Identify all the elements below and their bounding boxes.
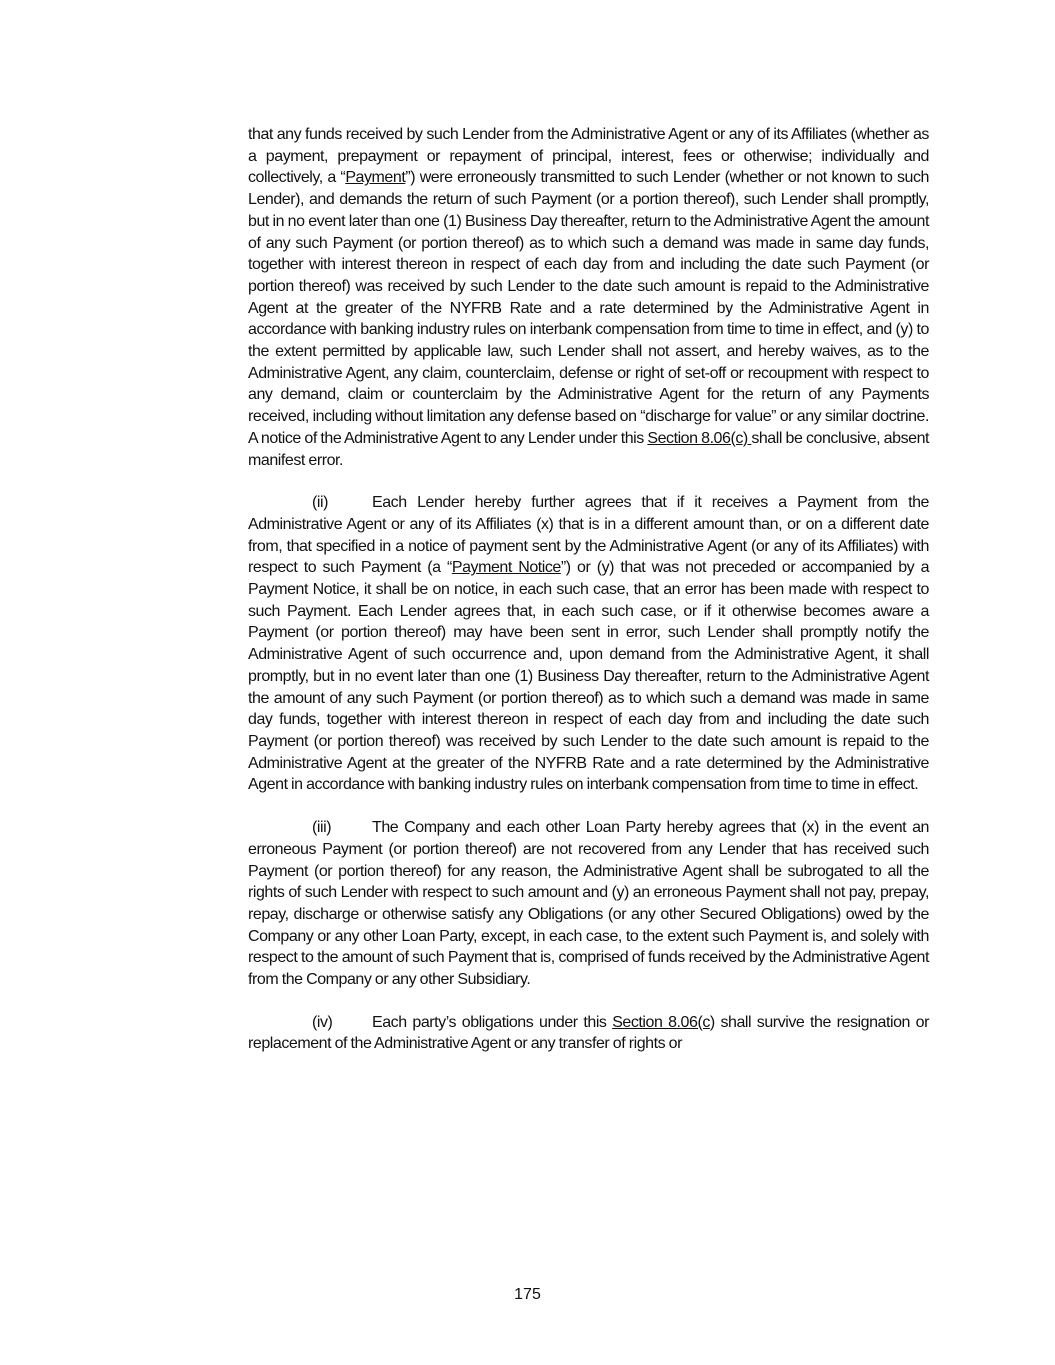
text-run: Each Lender hereby further agrees that if it receives a Payment from the Administrative Agent or any of its Affiliates (x) that is in a different amount than, or on a different date from, that specified in a notice of payment sent by the Administrative Agent (or any of its Affiliates) with respect to such Payment (a “	[248, 494, 929, 577]
paragraph-iii	[248, 817, 929, 991]
text-run: The Company and each other Loan Party hereby agrees that (x) in the event an erroneous Payment (or portion thereof) are not recovered from any Lender that has received such Payment (or portion thereof) for any reason, the Administrative Agent shall be subrogated to all the rights of such Lender with respect to such amount and (y) an erroneous Payment shall not pay, prepay, repay, discharge or otherwise satisfy any Obligations (or any other Secured Obligations) owed by the Company or any other Loan Party, except, in each case, to the extent such Payment is, and solely with respect to the amount of such Payment that is, comprised of funds received by the Administrative Agent from the Company or any other Subsidiary.	[248, 819, 929, 989]
text-run: shall be conclusive, absent manifest error.	[248, 429, 930, 469]
page-number: 175	[514, 1286, 541, 1303]
paragraph-iv	[248, 1012, 929, 1055]
text-run: that any funds received by such Lender from the Administrative Agent or any of its Affiliates (whether as a payment, prepayment or repayment of principal, interest, fees or otherwise; individually and collectively, a “	[248, 126, 929, 187]
defined-term-payment-notice: Payment Notice	[451, 559, 561, 577]
text-run: ”) were erroneously transmitted to such Lender (whether or not known to such Lender), and demands the return of such Payment (or a portion thereof), such Lender shall promptly, but in no event later than one (1) Business Day thereafter, return to the Administrative Agent the amount of any such Payment (or portion thereof) as to which such a demand was made in same day funds, together with interest thereon in respect of each day from and including the date such Payment (or portion thereof) was received by such Lender to the date such amount is repaid to the Administrative Agent at the greater of the NYFRB Rate and a rate determined by the Administrative Agent in accordance with banking industry rules on interbank compensation from time to time in effect, and (y) to the extent permitted by applicable law, such Lender shall not assert, and hereby waives, as to the Administrative Agent, any claim, counterclaim, defense or right of set-off or recoupment with respect to any demand, claim or counterclaim by the Administrative Agent for the return of any Payments received, including without limitation any defense based on “discharge for value” or any similar doctrine. A notice of the Administrative Agent to any Lender under this	[248, 169, 929, 447]
paragraph-continuation	[248, 124, 929, 471]
text-run: ) shall survive the resignation or replacement of the Administrative Agent or any transfer of rights or	[248, 1013, 929, 1053]
text-run: Each party’s obligations under this	[372, 1013, 613, 1031]
text-run: ”) or (y) that was not preceded or accompanied by a Payment Notice, it shall be on notice, in each such case, that an error has been made with respect to such Payment. Each Lender agrees that, in each such case, or if it otherwise becomes aware a Payment (or portion thereof) may have been sent in error, such Lender shall promptly notify the Administrative Agent of such occurrence and, upon demand from the Administrative Agent, it shall promptly, but in no event later than one (1) Business Day thereafter, return to the Administrative Agent the amount of any such Payment (or portion thereof) as to which such a demand was made in same day funds, together with interest thereon in respect of each day from and including the date such Payment (or portion thereof) was received by such Lender to the date such amount is repaid to the Administrative Agent at the greater of the NYFRB Rate and a rate determined by the Administrative Agent in accordance with banking industry rules on interbank compensation from time to time in effect.	[248, 559, 930, 794]
paragraph-number: (iii)	[312, 819, 332, 837]
paragraph-number: (iv)	[312, 1013, 333, 1031]
body-text	[248, 124, 929, 1055]
paragraph-number: (ii)	[312, 494, 328, 512]
section-reference: Section 8.06(c	[612, 1013, 710, 1031]
section-reference: Section 8.06(c)	[647, 429, 752, 447]
paragraph-ii	[248, 492, 929, 796]
defined-term-payment: Payment	[345, 169, 406, 187]
